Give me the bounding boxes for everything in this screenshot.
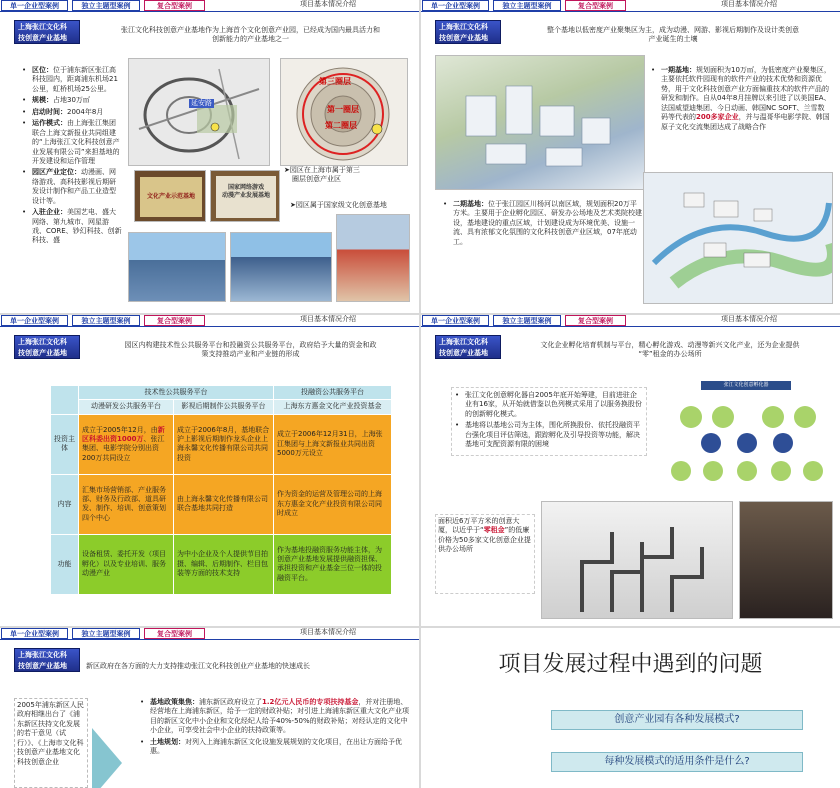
- slide-2: [421, 0, 840, 313]
- policy-list: [140, 698, 410, 759]
- tab-bar: [421, 0, 840, 12]
- badge-line-2: 技创意产业基地: [439, 34, 488, 42]
- policy-key: 基地政策集焦：: [150, 698, 199, 706]
- caption-text: 园区属于国家级文化创意基地: [295, 201, 387, 209]
- tab-single-enterprise[interactable]: 单一企业型案例: [1, 628, 68, 639]
- ring-roads-map: [129, 59, 270, 166]
- question-box-2[interactable]: 每种发展模式的适用条件是什么?: [551, 752, 803, 772]
- table-cell: 作为基地投融资服务功能主体，为创意产业基地发展提供融资担保、承担投资和产业基金三位一体的投融资平台。: [274, 534, 392, 594]
- fact-value: 美国艺电、盛大网络、第九城市、网星游戏、CORE、钞幻科技、创新科技、盛: [32, 208, 122, 245]
- interior-sculpture: [542, 502, 733, 619]
- slide-heading: [88, 26, 413, 45]
- policy-value: 对列入上海浦东新区文化设施发展规划的文化项目，在出让方面给予优惠。: [150, 737, 402, 756]
- caption-text: 圈层创意产业区: [292, 175, 341, 184]
- service-platform-table: [50, 385, 392, 595]
- slide-heading: 新区政府在各方面的大力支持推动张江文化科技创业产业基地的快速成长: [86, 662, 310, 670]
- tab-underline: [0, 11, 419, 12]
- incubator-item: • 基地将以基地公司为主体，围化所换股份、依托投融资平台强化项目评估筛选，跟踪孵化及引导投资等功能，解决基地可支配资源有限的困境: [455, 421, 643, 449]
- phase-highlight: 200多家企业: [696, 113, 739, 122]
- badge-line-1: 上海张江文化科: [18, 23, 67, 31]
- tab-single-enterprise[interactable]: 单一企业型案例: [422, 315, 489, 326]
- phase1-item: [651, 66, 831, 132]
- page-title: 项目基本情况介绍: [300, 628, 356, 636]
- note-text: 面积近6万平方米的创意大厦，以近乎于“: [438, 517, 520, 535]
- tab-underline: [0, 326, 419, 327]
- diagram-circles: [661, 379, 833, 499]
- fact-value: 占地30万㎡: [53, 96, 90, 105]
- heading-line-2: 创新能力的产业基地之一: [212, 35, 289, 44]
- plaque-text-2: [216, 176, 276, 218]
- policy-highlight: 1.2亿元人民币的专项扶持基金: [262, 698, 359, 706]
- slide-1: [0, 0, 419, 313]
- caption-national-base: [290, 201, 416, 210]
- fact-key: 启动时间：: [32, 107, 67, 116]
- tab-single-enterprise[interactable]: 单一企业型案例: [1, 0, 68, 11]
- row-header: 投资主体: [51, 414, 79, 474]
- question-box-1[interactable]: 创意产业园有各种发展模式?: [551, 710, 803, 730]
- corridor-photo: [739, 501, 833, 619]
- slide-heading: [513, 26, 833, 45]
- building-photo-3: [336, 214, 410, 302]
- map-road-label: 延安路: [191, 99, 212, 107]
- fact-key: 区位：: [32, 66, 53, 74]
- fact-item: [22, 208, 122, 246]
- table-subheader: 上海东方惠金文化产业投资基金: [274, 400, 392, 414]
- incubator-item: • 张江文化创意孵化器自2005年底开始筹建，目前进驻企业有16家，从开始就借鉴以色列模式采用了以服务换股份的创新孵化模式。: [455, 391, 643, 419]
- base-badge: [14, 648, 80, 672]
- heading-line-2: “零”租金的办公场所: [638, 350, 702, 359]
- table-corner: [51, 386, 79, 415]
- ring-label-3: 第三圈层: [319, 77, 351, 86]
- page-title: 项目基本情况介绍: [721, 315, 777, 323]
- incubator-list: [451, 387, 647, 456]
- table-subheader: 影视后期制作公共服务平台: [174, 400, 274, 414]
- table-header-row: [51, 386, 392, 400]
- heading-line-2: 产业诞生的土壤: [648, 35, 698, 44]
- tab-bar: [0, 0, 419, 12]
- location-map: [128, 58, 270, 166]
- aerial-buildings: [436, 56, 645, 190]
- tab-single-enterprise[interactable]: 单一企业型案例: [1, 315, 68, 326]
- fact-list: [22, 66, 122, 248]
- fact-key: 运作模式：: [32, 119, 67, 128]
- policy-key: 土地规划：: [150, 737, 185, 746]
- base-badge: [14, 20, 80, 44]
- tab-composite[interactable]: 复合型案例: [144, 628, 205, 639]
- table-row: [51, 474, 392, 534]
- cell-highlight: 新区科委出资1000万: [82, 425, 165, 443]
- tab-composite[interactable]: 复合型案例: [144, 0, 205, 11]
- table-cell: [79, 414, 174, 474]
- table-group-header: 技术性公共服务平台: [79, 386, 274, 400]
- fact-key: 园区产业定位：: [32, 168, 81, 177]
- slide-heading: [88, 341, 413, 360]
- badge-line-2: 技创意产业基地: [18, 349, 67, 357]
- badge-line-1: 上海张江文化科: [439, 338, 488, 346]
- table-cell: 为中小企业及个人提供节目拍摄、编辑、后期制作、栏目包装等方面的技术支持: [174, 534, 274, 594]
- table-group-header: 投融资公共服务平台: [274, 386, 392, 400]
- fact-item: [22, 119, 122, 166]
- ring-label-2: 第二圈层: [325, 121, 357, 130]
- fact-item: [22, 108, 122, 117]
- cell-text: 、张江集团、电影学院分别出资200万共同设立: [82, 434, 165, 462]
- fact-value: 动漫画、网络游戏、高科技影视后期研发设计制作和产品工业造型设计等。: [32, 168, 116, 205]
- plaque-image-1: [134, 170, 206, 222]
- fact-value: 位于浦东新区张江高科技园内，距离浦东机场21公里，虹桥机场25公里。: [32, 66, 118, 93]
- office-interior-photo: [541, 501, 733, 619]
- base-badge: [435, 20, 501, 44]
- tab-independent-theme[interactable]: 独立主题型案例: [72, 0, 140, 11]
- policy-tail: ，并对注册地、经营地在上海浦东新区，给予一定的财政补贴；对引进上海浦东新区重大文化产业项目的新区文化中小企业和文化经纪人给予40%-50%的财政补贴；对经认定的文化中小企业，可享受社会中小企业的扶持政策等。: [150, 698, 409, 735]
- plaque-image-2: [210, 170, 280, 222]
- tab-independent-theme[interactable]: 独立主题型案例: [493, 315, 561, 326]
- plaque-2-line-1: 国家网络游戏: [227, 184, 264, 191]
- table-cell: 设备租赁、委托开发（项目孵化）以及专业培训、服务动漫产业: [79, 534, 174, 594]
- ring-label-1: 第一圈层: [327, 105, 359, 114]
- policy-item: [140, 738, 410, 757]
- phase-key: 二期基地：: [453, 200, 488, 208]
- policy-value: 浦东新区政府设立了: [199, 698, 262, 706]
- table-row: [51, 534, 392, 594]
- heading-line-2: 策支持推动产业和产业链的形成: [201, 350, 300, 359]
- phase2-master-plan: [643, 172, 833, 304]
- building-photo-1: [128, 232, 226, 302]
- fact-key: 入驻企业：: [32, 208, 67, 217]
- policy-item: [140, 698, 410, 736]
- note-highlight: 零租金: [483, 526, 505, 535]
- fact-item: [22, 66, 122, 94]
- phase2-list: [443, 200, 643, 249]
- tab-composite[interactable]: 复合型案例: [144, 315, 205, 326]
- problems-title: 项目发展过程中遇到的问题: [498, 652, 763, 677]
- table-cell: 作为资金的运营及管理公司的上海东方惠金文化产业投资有限公司同时成立: [274, 474, 392, 534]
- plaque-2-line-2: 动漫产业发展基地: [221, 192, 270, 200]
- office-space-note: [435, 514, 535, 594]
- badge-line-1: 上海张江文化科: [18, 651, 67, 659]
- phase-value: 位于张江园区川杨河以南区域，规划面积20万平方米。主要用于企业孵化园区、研发办公场地及艺术类院校建设，基地建设的重点区域，计划建设成为环境优美、设施一流、具有浓郁文化氛围的文化科技创意产业区域，07年底动工。: [453, 200, 642, 246]
- tab-independent-theme[interactable]: 独立主题型案例: [493, 0, 561, 11]
- tab-bar: [0, 315, 419, 327]
- slide-heading: [505, 341, 835, 360]
- table-cell: 汇集市场营销部、产业服务部、财务及行政部、道具研发、制作、培训、创意策划四个中心: [79, 474, 174, 534]
- building-photo-2: [230, 232, 332, 302]
- cell-text: 成立于2005年12月，由: [82, 425, 158, 434]
- slide-4: [421, 315, 840, 626]
- tab-bar: [0, 628, 419, 640]
- fact-key: 规模：: [32, 96, 53, 105]
- phase-tail: ，并与温哥华电影学院、韩国原子文化交流集团达成了战略合作: [661, 113, 830, 131]
- tab-single-enterprise[interactable]: 单一企业型案例: [422, 0, 489, 11]
- phase2-item: [443, 200, 643, 247]
- caption-text: 园区在上海市属于第三: [289, 166, 360, 174]
- tab-independent-theme[interactable]: 独立主题型案例: [72, 628, 140, 639]
- phase1-aerial-render: [435, 55, 645, 190]
- pointer-arrow: [92, 728, 122, 788]
- arrow-icon: ➤: [284, 166, 290, 174]
- base-badge: [14, 335, 80, 359]
- heading-line-1: 园区内构建技术性公共服务平台和投融资公共服务平台，政府给予大量的资金和政: [124, 341, 377, 349]
- badge-line-1: 上海张江文化科: [439, 23, 488, 31]
- phase-value: 规划面积为10万㎡，为低密度产业聚集区，主要依托软件园现有的软件产业的技术优势和资源优势，用于文化科技创意产业方面偏重技术的软件产品的研发和制作。自从04年8月挂牌以来引进了以美国EA、法国威望迪集团、今日动画、韩国NC SOFT、兰雪数码等代表的: [661, 66, 831, 122]
- slide-5: [0, 628, 419, 788]
- diagram-title: 张江文化创意孵化器: [701, 381, 791, 390]
- tab-underline: [421, 326, 840, 327]
- phase1-list: [651, 66, 831, 134]
- table-cell: 由上海永馨文化传播有限公司联合基地共同打造: [174, 474, 274, 534]
- phase-key: 一期基地：: [661, 66, 696, 74]
- incubator-diagram: [661, 379, 833, 499]
- table-cell: 成立于2006年12月31日，上海张江集团与上海文新报业共同出资5000万元设立: [274, 414, 392, 474]
- badge-line-2: 技创意产业基地: [18, 34, 67, 42]
- fact-item: [22, 96, 122, 105]
- row-header: 功能: [51, 534, 79, 594]
- heading-line-1: 张江文化科技创意产业基地作为上海首个文化创意产业园，已经成为国内最具活力和: [121, 26, 380, 34]
- fact-value: 2004年8月: [67, 107, 104, 116]
- tab-underline: [0, 639, 419, 640]
- heading-line-1: 文化企业孵化培育机制与平台，精心孵化游戏、动漫等新兴文化产业，还为企业提供: [540, 341, 800, 349]
- caption-third-ring: [284, 166, 410, 185]
- tab-underline: [421, 11, 840, 12]
- slide-6: [421, 628, 840, 788]
- policy-left-box: 2005年浦东新区人民政府相继出台了《浦东新区扶持文化发展的若干意见（试行）》、《上海市文化科技创意产业基地文化科技创意企业: [14, 698, 88, 788]
- tab-composite[interactable]: 复合型案例: [565, 0, 626, 11]
- badge-line-1: 上海张江文化科: [18, 338, 67, 346]
- plaque-text-1: 文化产业示范基地: [140, 177, 202, 217]
- table-subheader: 动漫研发公共服务平台: [79, 400, 174, 414]
- note-text: ”的低廉价格为50多家文化创意企业提供办公场所: [438, 526, 531, 554]
- tab-composite[interactable]: 复合型案例: [565, 315, 626, 326]
- page-title: 项目基本情况介绍: [300, 315, 356, 323]
- table-row: [51, 414, 392, 474]
- page-title: 项目基本情况介绍: [300, 0, 356, 8]
- table-cell: 成立于2006年8月，基地联合沪上影视后期制作龙头企业上海永馨文化传播有限公司共同投资: [174, 414, 274, 474]
- heading-line-1: 整个基地以低密度产业聚集区为主，成为动漫、网游、影视后期制作及设计类创意: [547, 26, 799, 34]
- page-title: 项目基本情况介绍: [721, 0, 777, 8]
- master-plan-drawing: [644, 173, 833, 304]
- badge-line-2: 技创意产业基地: [18, 662, 67, 670]
- fact-value: 由上海张江集团联合上海文新报业共同组建的“上海张江文化科技创意产业发展有限公司”来担基地的开发建设和运作管理: [32, 119, 120, 165]
- table-subheader-row: [51, 400, 392, 414]
- fact-item: [22, 168, 122, 206]
- badge-line-2: 技创意产业基地: [439, 349, 488, 357]
- circle-layer-map: [280, 58, 408, 166]
- arrow-icon: ➤: [290, 201, 296, 209]
- base-badge: [435, 335, 501, 359]
- tab-independent-theme[interactable]: 独立主题型案例: [72, 315, 140, 326]
- tab-bar: [421, 315, 840, 327]
- row-header: 内容: [51, 474, 79, 534]
